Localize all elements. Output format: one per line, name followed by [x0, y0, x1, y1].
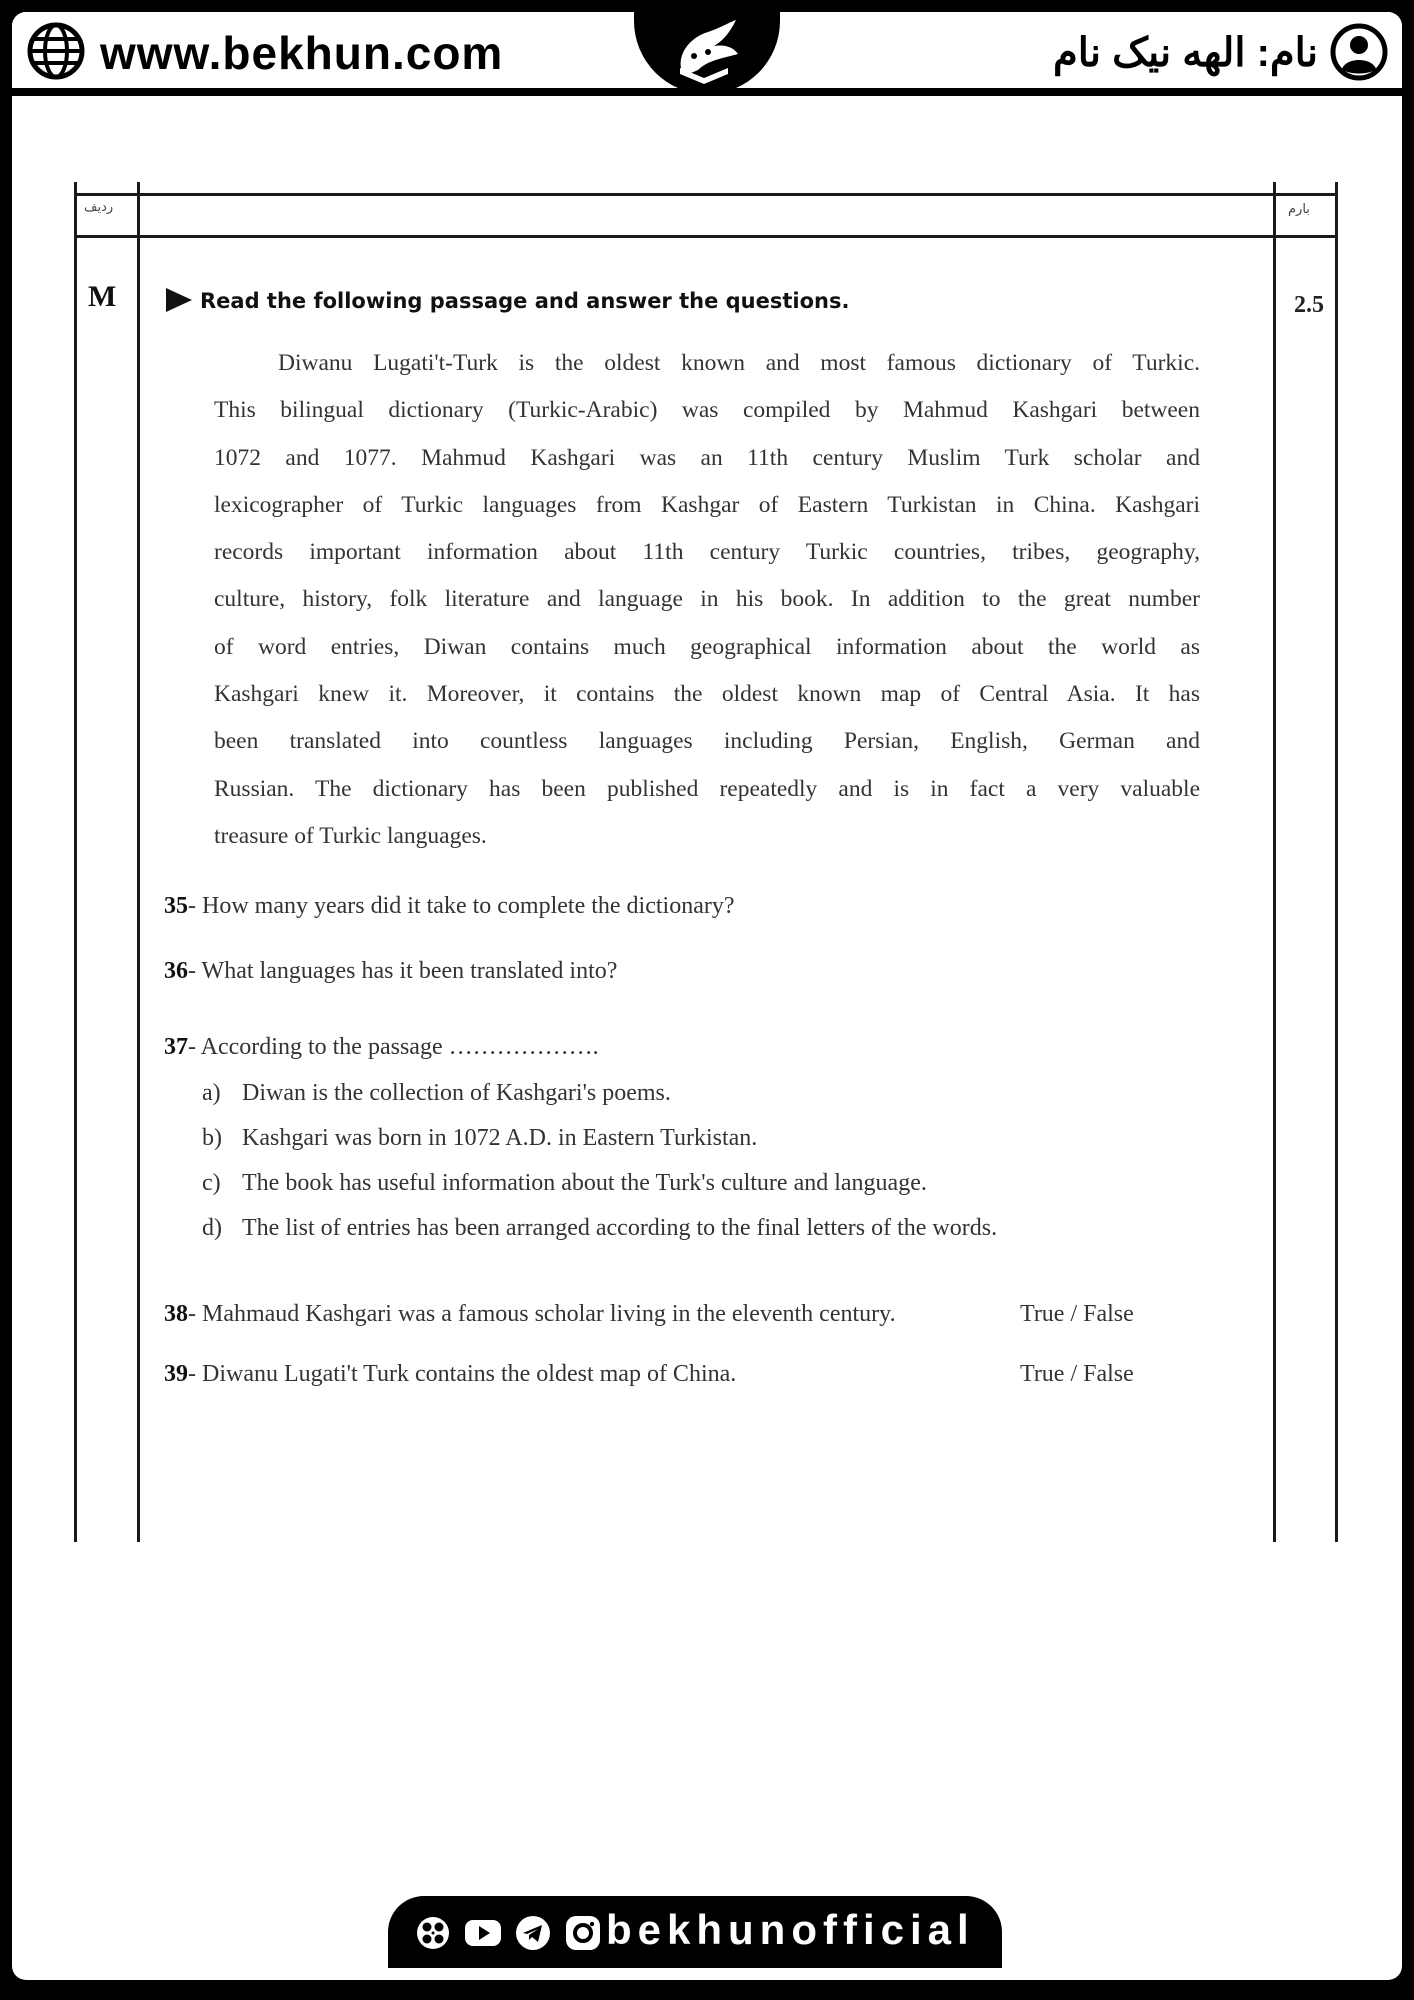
instagram-icon[interactable] [564, 1914, 602, 1952]
option-letter: c) [202, 1170, 221, 1196]
instruction-text: Read the following passage and answer the questions. [200, 289, 850, 313]
table-right-border [1335, 182, 1338, 1542]
social-footer [388, 1896, 1002, 1968]
globe-icon [26, 21, 86, 81]
question-number: 38 [164, 1301, 188, 1327]
youtube-icon[interactable] [464, 1914, 502, 1952]
passage-line: This bilingual dictionary (Turkic-Arabic) was compiled by Mahmud Kashgari between [214, 397, 1200, 424]
play-arrow-icon [166, 288, 192, 312]
option-a [202, 1080, 671, 1107]
option-text: Diwan is the collection of Kashgari's poems. [242, 1080, 671, 1106]
passage-line: 1072 and 1077. Mahmud Kashgari was an 11th century Muslim Turk scholar and [214, 444, 1200, 471]
passage-line: Russian. The dictionary has been published repeatedly and is in fact a very valuable [214, 775, 1200, 802]
passage-line: lexicographer of Turkic languages from Kashgar of Eastern Turkistan in China. Kashgari [214, 491, 1200, 518]
question-35 [164, 893, 735, 920]
question-number: 36 [164, 958, 188, 984]
header-divider [12, 88, 1402, 96]
question-number: 37 [164, 1034, 188, 1060]
score-column-label: بارم [1288, 202, 1310, 217]
table-top-border [74, 193, 1338, 196]
passage-line: Kashgari knew it. Moreover, it contains the oldest known map of Central Asia. It has [214, 681, 1200, 708]
passage-line: Diwanu Lugati't-Turk is the oldest known and most famous dictionary of Turkic. [278, 350, 1200, 376]
option-c [202, 1170, 927, 1197]
question-text: - Mahmaud Kashgari was a famous scholar living in the eleventh century. [188, 1301, 896, 1327]
reading-passage [214, 340, 1200, 860]
table-header-divider [74, 235, 1338, 238]
question-number: 39 [164, 1361, 188, 1387]
question-text: - According to the passage ………………. [188, 1034, 599, 1060]
option-text: Kashgari was born in 1072 A.D. in Eastern Turkistan. [242, 1125, 758, 1151]
telegram-icon[interactable] [514, 1914, 552, 1952]
row-column-divider [137, 182, 140, 1542]
score-column-divider [1273, 182, 1276, 1542]
row-column-label: ردیف [84, 200, 114, 215]
option-text: The book has useful information about the Turk's culture and language. [242, 1170, 927, 1196]
aparat-icon[interactable] [414, 1914, 452, 1952]
option-b [202, 1125, 757, 1152]
passage-line: culture, history, folk literature and language in his book. In addition to the great number [214, 586, 1200, 613]
social-handle[interactable]: bekhunofficial [606, 1906, 975, 1953]
question-36 [164, 958, 617, 985]
option-d [202, 1215, 997, 1242]
option-letter: b) [202, 1125, 222, 1151]
instruction [166, 288, 849, 313]
exam-table [74, 182, 1338, 1542]
option-letter: a) [202, 1080, 221, 1106]
row-id: M [88, 280, 117, 313]
passage-line: been translated into countless languages including Persian, English, German and [214, 728, 1200, 755]
question-37 [164, 1034, 599, 1061]
question-38 [164, 1301, 896, 1328]
option-text: The list of entries has been arranged according to the final letters of the words. [242, 1215, 998, 1241]
question-text: - How many years did it take to complete the dictionary? [188, 893, 735, 919]
passage-line: treasure of Turkic languages. [214, 822, 487, 849]
exam-page [12, 12, 1402, 1980]
passage-line: records important information about 11th century Turkic countries, tribes, geography, [214, 539, 1200, 566]
table-left-border [74, 182, 77, 1542]
option-letter: d) [202, 1215, 222, 1241]
passage-line: of word entries, Diwan contains much geographical information about the world as [214, 633, 1200, 660]
question-number: 35 [164, 893, 188, 919]
user-icon [1330, 23, 1388, 81]
true-false-39: True / False [1020, 1361, 1134, 1387]
score-value: 2.5 [1294, 292, 1324, 318]
brand-logo-icon [664, 18, 750, 88]
question-text: - Diwanu Lugati't Turk contains the oldest map of China. [188, 1361, 737, 1387]
question-39 [164, 1361, 736, 1388]
student-name: نام: الهه نیک نام [1052, 31, 1318, 75]
website-url[interactable]: www.bekhun.com [100, 27, 504, 79]
question-text: - What languages has it been translated into? [188, 958, 618, 984]
true-false-38: True / False [1020, 1301, 1134, 1327]
page-header [12, 12, 1402, 92]
brand-logo [634, 12, 780, 94]
